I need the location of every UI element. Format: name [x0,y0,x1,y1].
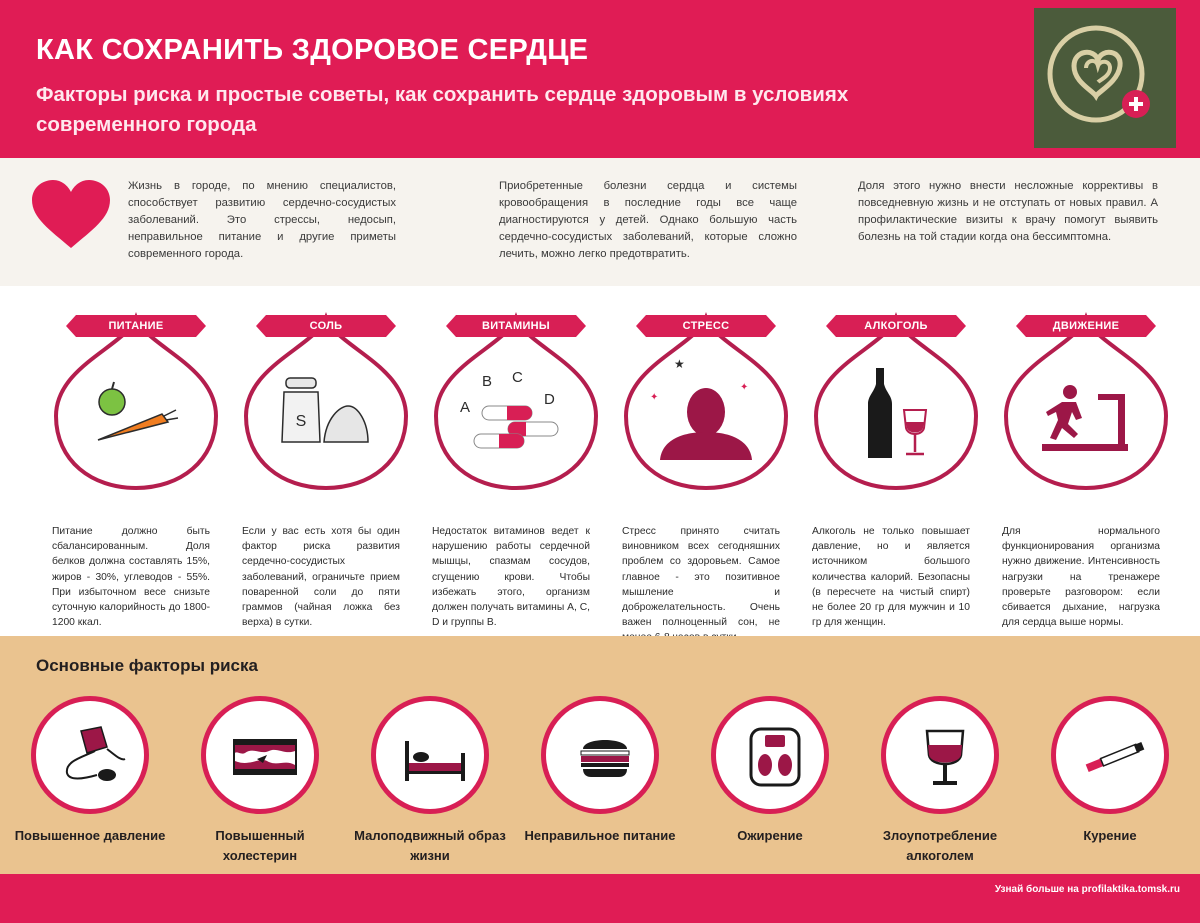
factor-label: ВИТАМИНЫ [456,315,576,337]
risk-label: Ожирение [737,828,803,843]
footer-link-text: Узнай больше на profilaktika.tomsk.ru [994,884,1180,895]
risk-circle [881,696,999,814]
intro-text-1: Жизнь в городе, по мнению специалистов, способствует развитию сердечно-сосудистых заболеваний. Это стрессы, недосып, неправильное питание и другие приметы современного города. [128,180,396,260]
factor-label: СОЛЬ [266,315,386,337]
factor-description: Если у вас есть хотя бы один фактор риска развития сердечно-сосудистых заболеваний, ограничьте прием поваренной соли до пяти граммов (чайная ложка без верха) в сутки. [242,526,400,629]
factor-label: АЛКОГОЛЬ [836,315,956,337]
scale-icon [743,725,807,789]
intro-text-2: Приобретенные болезни сердца и системы кровообращения в последние годы все чаще диагностируются у детей. Однако большую часть сердечно-сосудистых заболеваний, которые сложно лечить, можно легко предотвратить. [499,180,797,260]
risk-label: Повышенное давление [14,828,166,843]
factor-label: ПИТАНИЕ [76,315,196,337]
risk-circle [1051,696,1169,814]
intro-section [0,158,1200,286]
risk-circle [31,696,149,814]
heart-icon [30,178,112,250]
bed-icon [403,725,467,789]
treadmill-runner-icon [1036,366,1136,466]
risks-title: Основные факторы риска [36,656,258,675]
risk-label: Повышенный холестерин [215,828,305,863]
vitamin-letter: D [544,391,555,408]
factor-description: Стресс принято считать виновником всех сегодняшних проблем со здоровьем. Самое главное - это позитивное мышление и доброжелательность. Очень важен полноценный сон, не [622,526,780,629]
risk-label: Малоподвижный образ жизни [354,828,506,863]
risk-label: Злоупотребление алкоголем [882,828,998,863]
clogged-vessel-icon [233,725,297,789]
wine-glass-icon [913,725,977,789]
factor-label: СТРЕСС [646,315,766,337]
risk-factors-section [0,636,1200,874]
footer [0,874,1200,923]
factor-description: Питание должно быть сбалансированным. Доля белков должна составлять 15%, жиров - 30%, углеводов - 55%. При избыточном весе снизьте суточную калорийность до 1800-1200 ккал. [52,526,210,629]
apple-carrot-icon [86,366,186,466]
risk-label: Неправильное питание [524,828,676,843]
risk-label: Курение [1083,828,1137,843]
risk-circle [541,696,659,814]
vitamin-letter: C [512,369,523,386]
header [0,0,1200,158]
intro-text-3: Доля этого нужно внести несложные коррективы в повседневную жизнь и не отступать от новых правил. А профилактические визиты к врачу помогут выявить болезнь на той стадии когда она бессимптомна. [858,180,1158,243]
svg-text:S: S [295,413,307,430]
tonometer-icon [63,725,127,789]
salt-shaker-icon [276,366,376,466]
risk-circle [371,696,489,814]
risk-circle [711,696,829,814]
page-title: КАК СОХРАНИТЬ ЗДОРОВОЕ СЕРДЦЕ [36,34,589,66]
factor-description: Для нормального функционирования организма нужно движение. Интенсивность нагрузки на тренажере проверьте разговором: если сбивается дыхание, нагрузка для сердца выше нормы. [1002,526,1160,629]
svg-text:✦: ✦ [740,382,749,393]
factor-description: Недостаток витаминов ведет к нарушению работы сердечной мышцы, спазмам сосудов, сгущению крови. Чтобы избежать этого, организм должен получать витамины A, C, D и группы B. [432,526,590,629]
bottle-glass-icon [846,366,946,466]
vitamin-letter: A [460,399,471,416]
capsules-icon [460,366,566,466]
stressed-person-icon [650,357,756,466]
page-subtitle: Факторы риска и простые советы, как сохранить сердце здоровым в условиях современного города [36,83,849,136]
burger-icon [573,725,637,789]
svg-text:★: ★ [674,357,685,371]
vitamin-letter: B [482,373,493,390]
factors-section [0,286,1200,636]
factor-label: ДВИЖЕНИЕ [1026,315,1146,337]
svg-text:✦: ✦ [650,392,659,403]
heart-spiral-logo-icon [1034,8,1176,148]
cigarette-icon [1083,725,1147,789]
risk-circle [201,696,319,814]
factor-description: Алкоголь не только повышает давление, но и является источником большого количества калорий. Безопасны (в пересчете на чистый спирт) не более 20 гр для мужчин и 10 гр для женщин. [812,526,970,629]
